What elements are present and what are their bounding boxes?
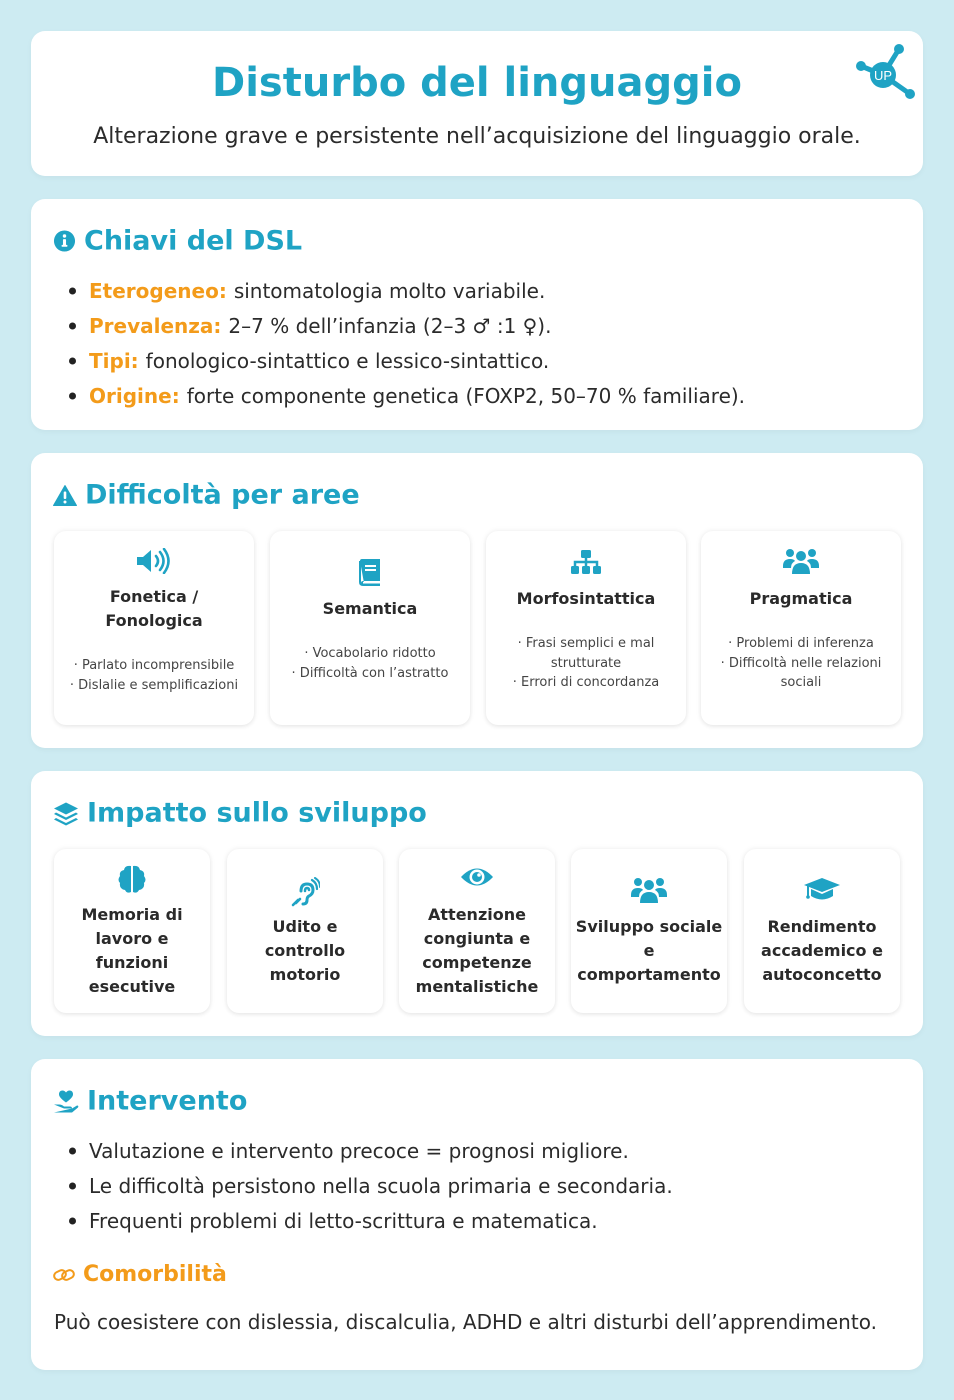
graduation-cap-icon: [803, 877, 841, 903]
impact-card-udito: [227, 849, 383, 1013]
area-detail-line: · Problemi di inferenza: [728, 636, 874, 651]
impact-name: [403, 903, 551, 999]
impact-name-line: mentalistiche: [415, 977, 539, 996]
impact-card-sociale: [571, 849, 727, 1013]
intervention-card: [31, 1059, 923, 1370]
book-icon: [357, 558, 383, 586]
area-detail-line: strutturate: [550, 655, 622, 671]
impact-name-line: Rendimento: [767, 917, 877, 936]
impact-name-line: controllo: [264, 941, 346, 960]
keys-heading: [53, 225, 303, 257]
key-term: Origine:: [89, 383, 180, 408]
area-detail-line: · Difficoltà con l’astratto: [291, 665, 449, 681]
impact-title: Impatto sullo sviluppo: [87, 797, 427, 829]
areas-title: Difficoltà per aree: [85, 479, 360, 511]
impact-name-line: autoconcetto: [762, 965, 882, 984]
impact-name: [58, 903, 206, 999]
comorbidity-heading: [53, 1264, 227, 1286]
impact-name-line: e: [643, 941, 655, 960]
impact-card: [31, 771, 923, 1036]
users-icon: [631, 876, 667, 904]
areas-card: [31, 453, 923, 748]
impact-name-line: congiunta e: [423, 929, 531, 948]
key-term: Tipi:: [89, 348, 139, 373]
key-text: fonologico-sintattico e lessico-sintattico.: [145, 348, 550, 373]
sitemap-icon: [570, 549, 602, 575]
impact-name-line: motorio: [269, 965, 341, 984]
keys-card: [31, 199, 923, 430]
impact-name-line: Udito e: [272, 917, 338, 936]
eye-icon: [460, 864, 494, 890]
area-name: [707, 587, 895, 611]
area-detail-line: · Difficoltà nelle relazioni: [720, 655, 882, 671]
area-name-line: Fonetica /: [109, 587, 199, 606]
impact-name: [575, 915, 723, 987]
ear-icon: [290, 877, 320, 907]
area-detail-line: · Frasi semplici e mal: [517, 636, 655, 651]
layers-icon: [53, 801, 79, 825]
logo-icon: [853, 39, 917, 101]
area-name: [60, 585, 248, 633]
keys-list: [89, 273, 903, 413]
list-item: Frequenti problemi di letto-scrittura e matematica.: [89, 1203, 903, 1238]
area-name: [276, 597, 464, 621]
area-details: [60, 656, 248, 695]
area-details: [707, 634, 895, 693]
area-name-line: Fonologica: [105, 611, 203, 630]
users-icon: [783, 547, 819, 575]
info-circle-icon: [53, 230, 76, 253]
list-item: [89, 343, 903, 378]
keys-title: Chiavi del DSL: [84, 225, 303, 257]
areas-heading: [53, 479, 360, 511]
intervention-heading: [53, 1085, 248, 1117]
area-card-semantica: [270, 531, 470, 725]
area-details: [276, 644, 464, 683]
list-item: Valutazione e intervento precoce = prognosi migliore.: [89, 1133, 903, 1168]
impact-name-line: Sviluppo sociale: [575, 917, 723, 936]
page-subtitle: Alterazione grave e persistente nell’acquisizione del linguaggio orale.: [93, 124, 861, 149]
intervention-title: Intervento: [87, 1085, 248, 1117]
hand-holding-heart-icon: [53, 1089, 79, 1113]
key-term: Eterogeneo:: [89, 278, 227, 303]
impact-name-line: lavoro e: [95, 929, 169, 948]
warning-triangle-icon: [53, 484, 77, 506]
impact-card-memoria: [54, 849, 210, 1013]
list-item: [89, 273, 903, 308]
impact-name-line: Attenzione: [428, 905, 526, 924]
speaker-icon: [135, 548, 173, 574]
impact-name-line: accademico e: [761, 941, 883, 960]
impact-heading: [53, 797, 427, 829]
area-name: [492, 587, 680, 611]
header-card: [31, 31, 923, 176]
area-details: [492, 634, 680, 693]
area-detail-line: · Errori di concordanza: [512, 675, 660, 690]
area-detail-line: · Dislalie e semplificazioni: [69, 677, 239, 693]
impact-name-line: Memoria di: [81, 905, 183, 924]
key-term: Prevalenza:: [89, 313, 222, 338]
area-name-line: Pragmatica: [749, 589, 853, 608]
key-text: 2–7 % dell’infanzia (2–3 ♂ :1 ♀).: [228, 313, 552, 338]
impact-name-line: competenze: [422, 953, 532, 972]
area-detail-line: · Parlato incomprensibile: [73, 658, 235, 673]
link-icon: [53, 1267, 75, 1283]
list-item: Le difficoltà persistono nella scuola primaria e secondaria.: [89, 1168, 903, 1203]
area-detail-line: · Vocabolario ridotto: [304, 646, 436, 661]
area-detail-line: sociali: [780, 675, 822, 690]
impact-card-rendimento: [744, 849, 900, 1013]
impact-name-line: funzioni: [95, 953, 169, 972]
key-text: forte componente genetica (FOXP2, 50–70 % familiare).: [186, 383, 746, 408]
impact-card-attenzione: [399, 849, 555, 1013]
area-card-pragmatica: [701, 531, 901, 725]
impact-name-line: esecutive: [88, 977, 176, 996]
logo-text: UP: [873, 68, 893, 83]
intervention-list: [89, 1133, 903, 1238]
key-text: sintomatologia molto variabile.: [233, 278, 546, 303]
area-name-line: Morfosintattica: [516, 589, 656, 608]
comorbidity-title: Comorbilità: [83, 1262, 227, 1287]
impact-name: [231, 915, 379, 987]
impact-name: [748, 915, 896, 987]
area-name-line: Semantica: [322, 599, 418, 618]
page-title: Disturbo del linguaggio: [212, 60, 742, 106]
list-item: [89, 308, 903, 343]
area-card-morfosintattica: [486, 531, 686, 725]
list-item: [89, 378, 903, 413]
comorbidity-text: Può coesistere con dislessia, discalculia, ADHD e altri disturbi dell’apprendimento.: [54, 1310, 877, 1334]
brain-icon: [117, 864, 147, 894]
impact-name-line: comportamento: [577, 965, 721, 984]
area-card-fonetica: [54, 531, 254, 725]
